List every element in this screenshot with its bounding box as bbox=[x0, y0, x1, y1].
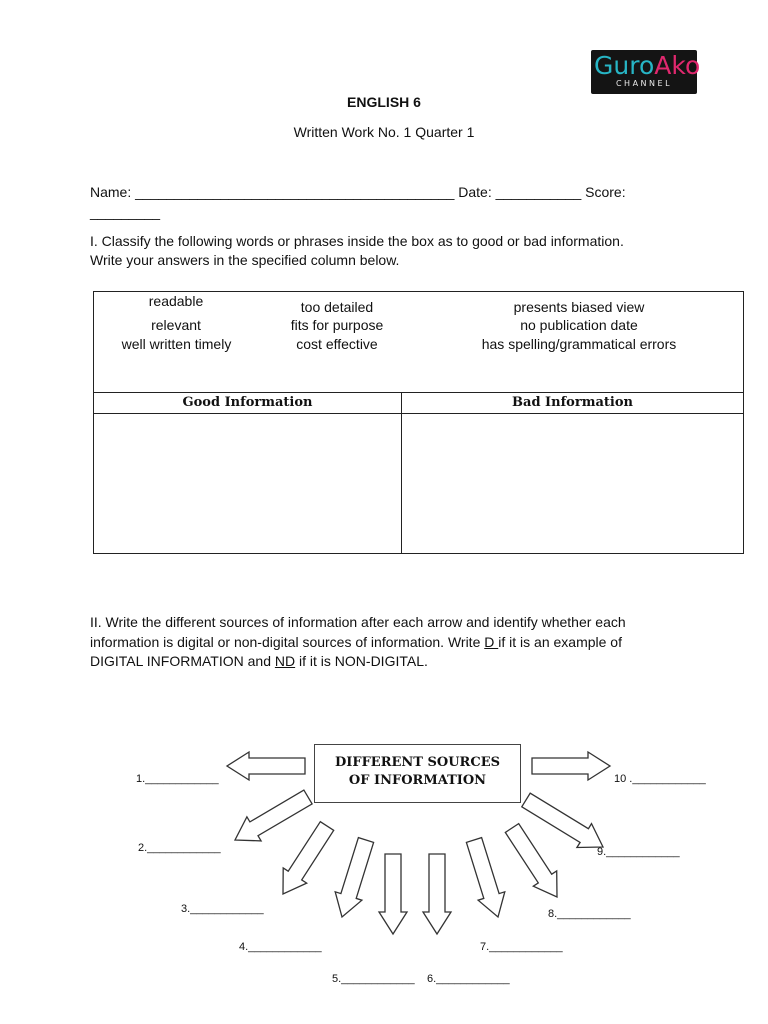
part2-instructions-3: DIGITAL INFORMATION and ND if it is NON-DIGITAL. bbox=[90, 653, 428, 669]
part1-instructions-2: Write your answers in the specified column below. bbox=[90, 252, 400, 268]
word-too-detailed: too detailed bbox=[300, 299, 374, 315]
word-well-written-timely: well written timely bbox=[121, 336, 232, 352]
part2-instructions-2: information is digital or non-digital sources of information. Write D if it is an example of bbox=[90, 634, 622, 650]
worksheet-title: Written Work No. 1 Quarter 1 bbox=[293, 124, 475, 140]
logo-subtitle: CHANNEL bbox=[615, 79, 673, 88]
part1-instructions-1: I. Classify the following words or phrases inside the box as to good or bad information. bbox=[90, 233, 624, 249]
logo-wordmark: GuroAko bbox=[594, 51, 701, 80]
answer-blank-7: 7.____________ bbox=[480, 941, 563, 953]
good-information-header: Good Information bbox=[182, 395, 313, 410]
word-spelling-errors: has spelling/grammatical errors bbox=[481, 336, 677, 352]
answer-blank-6: 6.____________ bbox=[427, 973, 510, 985]
part2-instructions-1: II. Write the different sources of information after each arrow and identify whether each bbox=[90, 614, 626, 630]
arrow-icon-10 bbox=[423, 854, 451, 934]
name-date-score-line: Name: _________________________________________ Date: ___________ Score: bbox=[90, 184, 626, 200]
answer-blank-2: 2.____________ bbox=[138, 842, 221, 854]
word-no-publication-date: no publication date bbox=[520, 317, 638, 333]
word-presents-biased-view: presents biased view bbox=[513, 299, 645, 315]
table-header-row bbox=[94, 392, 743, 414]
arrow-icon-6 bbox=[505, 824, 557, 897]
arrow-icon-9 bbox=[379, 854, 407, 934]
arrow-icon-3 bbox=[235, 790, 312, 841]
letter-d: D bbox=[484, 634, 499, 650]
answer-blank-8: 8.____________ bbox=[548, 908, 631, 920]
arrow-icon-8 bbox=[466, 838, 504, 917]
word-cost-effective: cost effective bbox=[296, 336, 378, 352]
classification-table bbox=[93, 291, 744, 554]
arrow-icon-1 bbox=[227, 752, 305, 780]
arrow-icon-7 bbox=[335, 838, 373, 917]
letters-nd: ND bbox=[274, 653, 296, 669]
word-relevant: relevant bbox=[151, 317, 201, 333]
score-blank-line: _________ bbox=[90, 204, 161, 220]
guroako-logo bbox=[591, 50, 701, 94]
answer-blank-1: 1.____________ bbox=[136, 773, 219, 785]
different-sources-box: DIFFERENT SOURCES OF INFORMATION bbox=[314, 744, 521, 803]
arrow-icon-5 bbox=[283, 822, 334, 894]
answer-blank-10: 10 .____________ bbox=[614, 773, 706, 785]
word-readable: readable bbox=[148, 293, 204, 309]
answer-blank-3: 3.____________ bbox=[181, 903, 264, 915]
subject-title: ENGLISH 6 bbox=[347, 94, 421, 110]
arrow-icon-2 bbox=[532, 752, 610, 780]
word-fits-for-purpose: fits for purpose bbox=[290, 317, 384, 333]
bad-information-header: Bad Information bbox=[512, 395, 633, 410]
answer-blank-4: 4.____________ bbox=[239, 941, 322, 953]
answer-blank-5: 5.____________ bbox=[332, 973, 415, 985]
arrow-icon-4 bbox=[522, 793, 603, 847]
answer-blank-9: 9.____________ bbox=[597, 846, 680, 858]
column-divider bbox=[401, 392, 402, 553]
